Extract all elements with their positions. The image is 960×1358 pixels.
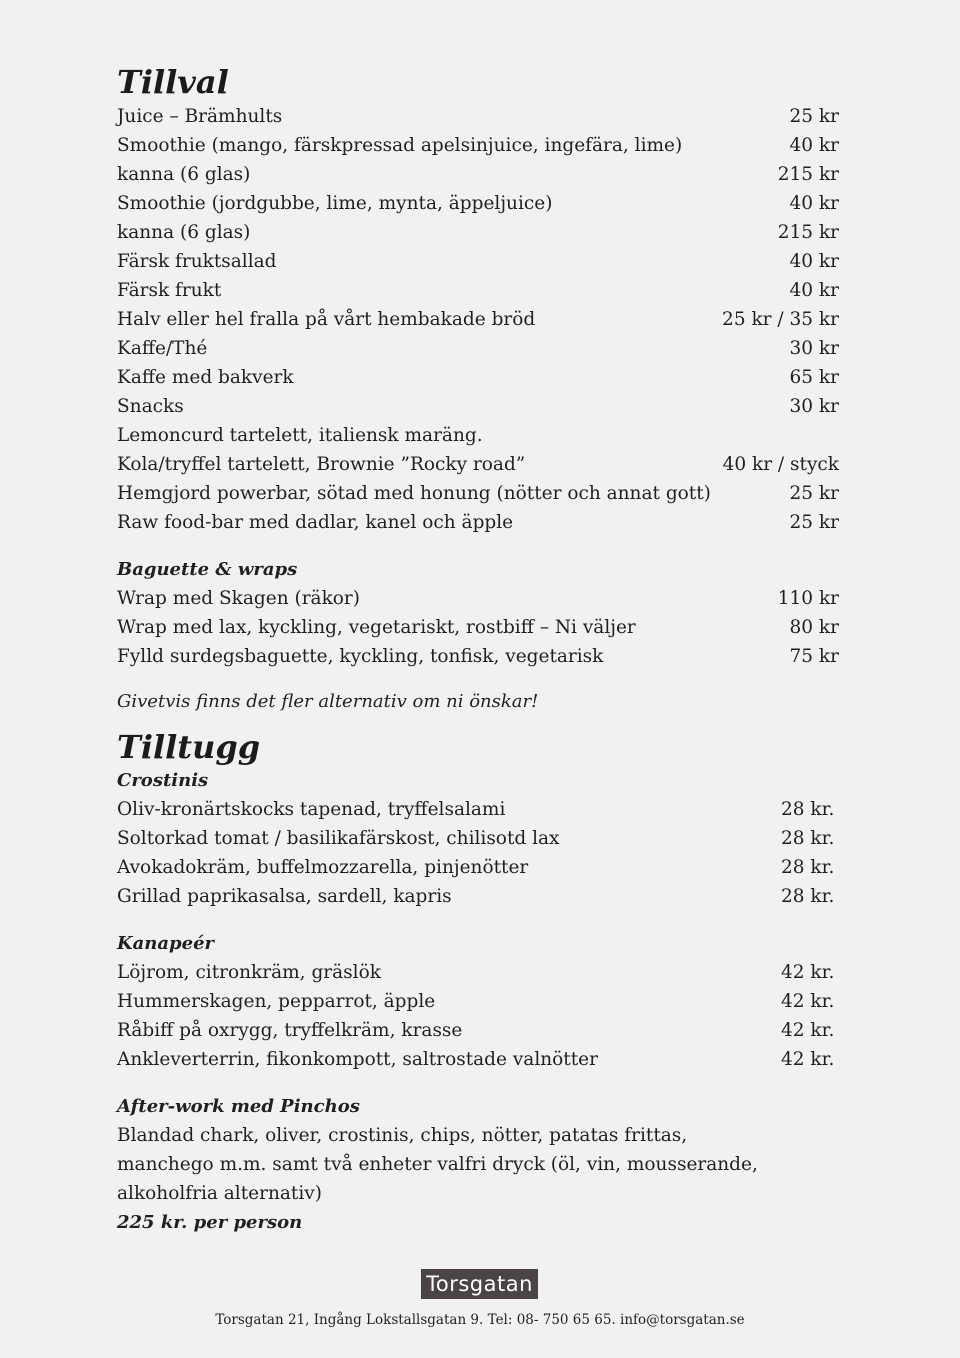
menu-item-label: Hemgjord powerbar, sötad med honung (nötter och annat gott) <box>117 483 711 504</box>
menu-item-price: 28 kr. <box>781 886 835 907</box>
menu-item <box>117 276 839 305</box>
menu-item-label: Avokadokräm, buffelmozzarella, pinjenötter <box>117 857 529 878</box>
menu-item-label: Fylld surdegsbaguette, kyckling, tonfisk, vegetarisk <box>117 646 604 667</box>
menu-item <box>117 1016 839 1045</box>
menu-item-label: Kola/tryffel tartelett, Brownie ”Rocky road” <box>117 454 526 475</box>
section-title-tillval: Tillval <box>117 63 229 101</box>
alternatives-note: Givetvis finns det fler alternativ om ni önskar! <box>117 691 539 712</box>
menu-item-label: Hummerskagen, pepparrot, äpple <box>117 991 436 1012</box>
tillval-list <box>117 102 839 537</box>
menu-item <box>117 421 839 450</box>
menu-item <box>117 1045 839 1074</box>
menu-item-price: 75 kr <box>789 646 839 667</box>
menu-item-price: 80 kr <box>789 617 839 638</box>
menu-item <box>117 305 839 334</box>
menu-item <box>117 853 839 882</box>
subsection-title-crostinis: Crostinis <box>117 770 209 791</box>
menu-item-label: Halv eller hel fralla på vårt hembakade bröd <box>117 309 536 330</box>
menu-item-label: Kaffe/Thé <box>117 338 208 359</box>
menu-item <box>117 987 839 1016</box>
menu-item-price: 30 kr <box>789 396 839 417</box>
menu-item-label: Råbiff på oxrygg, tryffelkräm, krasse <box>117 1020 463 1041</box>
menu-item-price: 28 kr. <box>781 857 835 878</box>
menu-item-price: 25 kr / 35 kr <box>722 309 839 330</box>
subsection-title-afterwork: After-work med Pinchos <box>117 1096 360 1117</box>
menu-item-label: Grillad paprikasalsa, sardell, kapris <box>117 886 452 907</box>
menu-item <box>117 642 839 671</box>
menu-item <box>117 247 839 276</box>
menu-item <box>117 882 839 911</box>
menu-item-label: Wrap med lax, kyckling, vegetariskt, rostbiff – Ni väljer <box>117 617 636 638</box>
menu-item-price: 28 kr. <box>781 799 835 820</box>
menu-item-label: Lemoncurd tartelett, italiensk maräng. <box>117 425 483 446</box>
menu-item-price: 40 kr <box>789 135 839 156</box>
crostinis-list <box>117 795 839 911</box>
menu-item <box>117 584 839 613</box>
menu-item-price: 42 kr. <box>781 1020 835 1041</box>
menu-item-price: 42 kr. <box>781 1049 835 1070</box>
subsection-title-kanapeer: Kanapeér <box>117 933 215 954</box>
menu-item-label: Ankleverterrin, fikonkompott, saltrostade valnötter <box>117 1049 598 1070</box>
menu-item <box>117 795 839 824</box>
menu-item-price: 40 kr <box>789 251 839 272</box>
menu-item-price: 25 kr <box>789 106 839 127</box>
menu-item <box>117 363 839 392</box>
menu-item <box>117 479 839 508</box>
menu-item-price: 40 kr <box>789 193 839 214</box>
menu-item <box>117 958 839 987</box>
menu-item-price: 42 kr. <box>781 991 835 1012</box>
menu-item-label: Snacks <box>117 396 184 417</box>
menu-content <box>117 62 839 1237</box>
menu-item <box>117 613 839 642</box>
menu-item <box>117 131 839 160</box>
menu-item-price: 25 kr <box>789 512 839 533</box>
menu-item-label: Oliv-kronärtskocks tapenad, tryffelsalami <box>117 799 506 820</box>
menu-item <box>117 218 839 247</box>
section-title-tilltugg: Tilltugg <box>117 728 261 766</box>
menu-item-label: Färsk frukt <box>117 280 222 301</box>
menu-item-price: 40 kr <box>789 280 839 301</box>
menu-item <box>117 160 839 189</box>
afterwork-price: 225 kr. per person <box>117 1212 303 1233</box>
afterwork-line: Blandad chark, oliver, crostinis, chips, nötter, patatas frittas, <box>117 1125 688 1146</box>
menu-item-price: 30 kr <box>789 338 839 359</box>
footer-contact: Torsgatan 21, Ingång Lokstallsgatan 9. Tel: 08- 750 65 65. info@torsgatan.se <box>215 1312 745 1328</box>
menu-item-price: 215 kr <box>777 222 839 243</box>
menu-item <box>117 508 839 537</box>
section-title-baguette: Baguette & wraps <box>117 559 298 580</box>
baguette-list <box>117 584 839 671</box>
menu-item-label: Soltorkad tomat / basilikafärskost, chilisotd lax <box>117 828 560 849</box>
torsgatan-logo: Torsgatan <box>421 1269 538 1299</box>
menu-item-label: Raw food-bar med dadlar, kanel och äpple <box>117 512 514 533</box>
menu-item-price: 28 kr. <box>781 828 835 849</box>
menu-item-label: Färsk fruktsallad <box>117 251 277 272</box>
menu-item-label: Löjrom, citronkräm, gräslök <box>117 962 381 983</box>
menu-item-price: 25 kr <box>789 483 839 504</box>
menu-item <box>117 189 839 218</box>
menu-item-label: Smoothie (mango, färskpressad apelsinjuice, ingefära, lime) <box>117 135 683 156</box>
kanapeer-list <box>117 958 839 1074</box>
menu-item-price: 65 kr <box>789 367 839 388</box>
menu-item-price: 42 kr. <box>781 962 835 983</box>
menu-item <box>117 824 839 853</box>
menu-item <box>117 450 839 479</box>
menu-item-label: kanna (6 glas) <box>117 164 251 185</box>
menu-item-price: 40 kr / styck <box>722 454 839 475</box>
menu-item-label: kanna (6 glas) <box>117 222 251 243</box>
menu-item <box>117 392 839 421</box>
menu-item-price: 110 kr <box>777 588 839 609</box>
menu-item <box>117 334 839 363</box>
menu-item <box>117 102 839 131</box>
afterwork-line: alkoholfria alternativ) <box>117 1183 322 1204</box>
menu-item-label: Smoothie (jordgubbe, lime, mynta, äppeljuice) <box>117 193 553 214</box>
menu-item-label: Kaffe med bakverk <box>117 367 294 388</box>
afterwork-line: manchego m.m. samt två enheter valfri dryck (öl, vin, mousserande, <box>117 1154 758 1175</box>
menu-item-price: 215 kr <box>777 164 839 185</box>
menu-item-label: Juice – Brämhults <box>117 106 283 127</box>
menu-item-label: Wrap med Skagen (räkor) <box>117 588 360 609</box>
